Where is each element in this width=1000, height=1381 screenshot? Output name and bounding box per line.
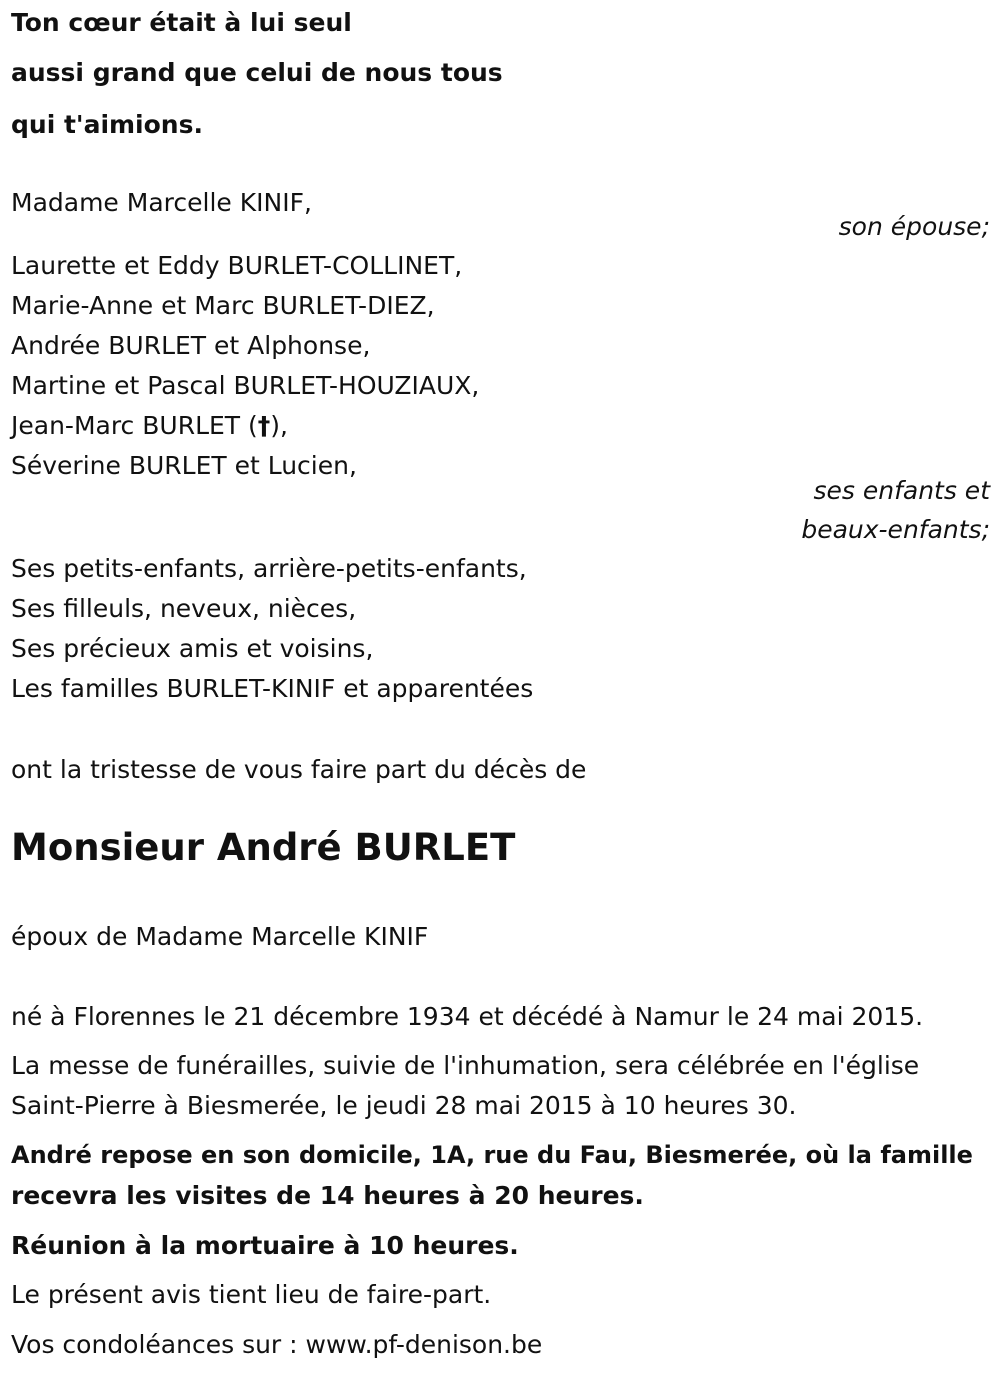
child-line-deceased (11, 411, 288, 441)
condolences-text: Vos condoléances sur : www.pf-denison.be (11, 1330, 543, 1359)
deceased-spouse-of: époux de Madame Marcelle KINIF (11, 922, 429, 951)
relatives-line: Ses précieux amis et voisins, (11, 634, 374, 663)
relatives-line: Ses petits-enfants, arrière-petits-enfants, (11, 554, 527, 583)
meeting-text: Réunion à la mortuaire à 10 heures. (11, 1231, 519, 1260)
visitation-line: recevra les visites de 14 heures à 20 heures. (11, 1181, 644, 1210)
spouse-relation: son épouse; (838, 212, 990, 241)
child-name: Jean-Marc BURLET ( (11, 411, 258, 440)
funeral-line: Saint-Pierre à Biesmerée, le jeudi 28 mai 2015 à 10 heures 30. (11, 1091, 797, 1120)
epigraph-line: Ton cœur était à lui seul (11, 8, 352, 37)
visitation-line: André repose en son domicile, 1A, rue du Fau, Biesmerée, où la famille (11, 1141, 973, 1169)
funeral-line: La messe de funérailles, suivie de l'inhumation, sera célébrée en l'église (11, 1051, 920, 1080)
children-relation-line1: ses enfants et (813, 476, 990, 505)
child-line: Laurette et Eddy BURLET-COLLINET, (11, 251, 463, 280)
announcement-text: ont la tristesse de vous faire part du décès de (11, 755, 587, 784)
deceased-dates: né à Florennes le 21 décembre 1934 et décédé à Namur le 24 mai 2015. (11, 1002, 924, 1031)
spouse-name: Madame Marcelle KINIF, (11, 188, 312, 217)
child-line: Andrée BURLET et Alphonse, (11, 331, 371, 360)
relatives-line: Ses filleuls, neveux, nièces, (11, 594, 357, 623)
children-relation-line2: beaux-enfants; (801, 515, 990, 544)
deceased-name: Monsieur André BURLET (11, 826, 516, 869)
child-line: Séverine BURLET et Lucien, (11, 451, 357, 480)
child-line: Marie-Anne et Marc BURLET-DIEZ, (11, 291, 435, 320)
cross-icon: † (257, 411, 271, 440)
epigraph-line: aussi grand que celui de nous tous (11, 58, 503, 87)
notice-text: Le présent avis tient lieu de faire-part. (11, 1280, 492, 1309)
epigraph-line: qui t'aimions. (11, 110, 203, 139)
child-suffix: ), (270, 411, 288, 440)
relatives-line: Les familles BURLET-KINIF et apparentées (11, 674, 534, 703)
child-line: Martine et Pascal BURLET-HOUZIAUX, (11, 371, 480, 400)
